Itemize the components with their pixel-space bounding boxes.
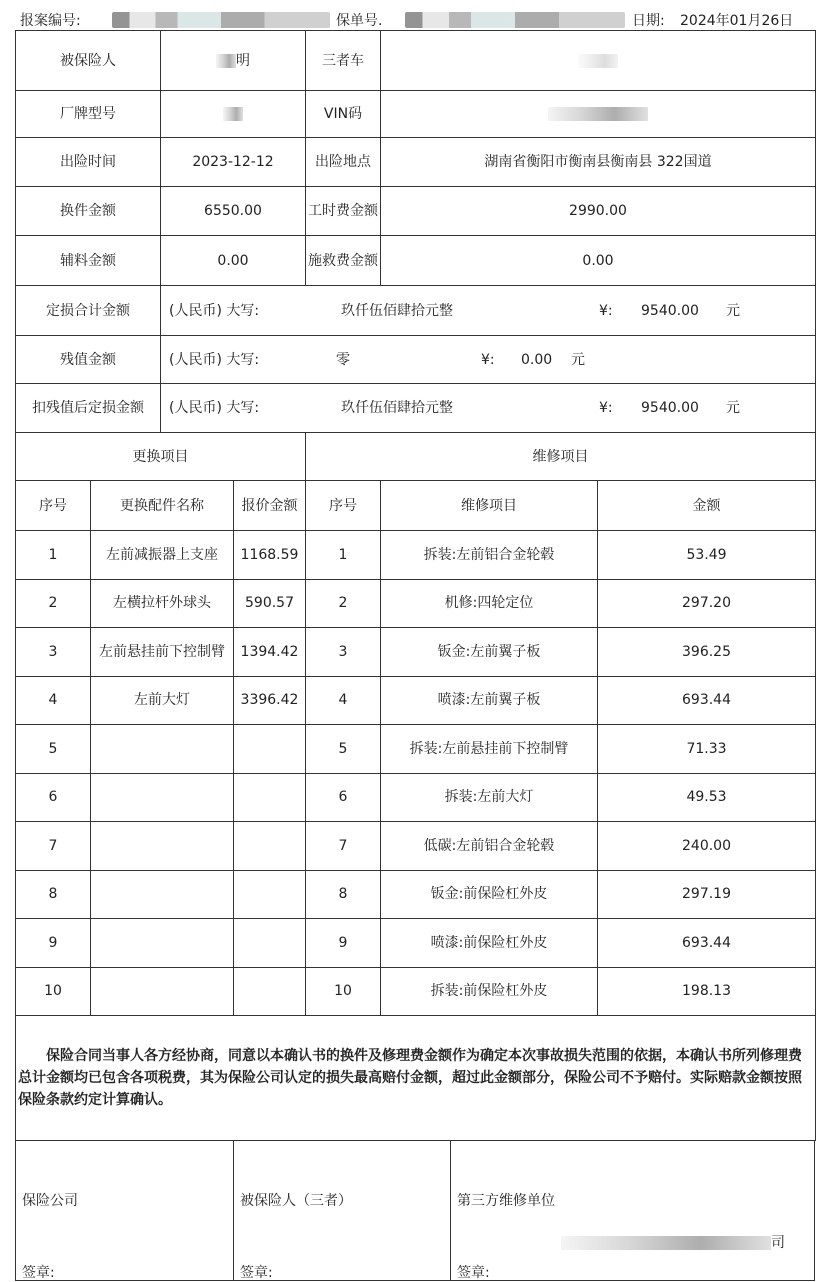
amount-value-cell xyxy=(161,336,816,384)
redacted-policy-no xyxy=(405,12,625,28)
currency-label: (人民币) 大写: xyxy=(169,400,260,416)
repair-amount: 396.25 xyxy=(598,628,816,677)
col-part-name: 更换配件名称 xyxy=(91,481,234,531)
part-quote xyxy=(234,725,306,774)
amount-number: 9540.00 xyxy=(641,302,699,319)
aux-value: 0.00 xyxy=(161,236,306,286)
part-no: 4 xyxy=(16,676,91,725)
signature-title: 第三方维修单位 xyxy=(457,1193,555,1209)
repair-no: 5 xyxy=(306,725,381,774)
repair-no: 10 xyxy=(306,967,381,1016)
part-no: 2 xyxy=(16,579,91,628)
repair-amount: 198.13 xyxy=(598,967,816,1016)
model-value xyxy=(161,91,306,138)
currency-label: (人民币) 大写: xyxy=(169,302,260,319)
repair-item: 机修:四轮定位 xyxy=(381,579,598,628)
repair-no: 3 xyxy=(306,628,381,677)
signature-seal-label: 签章: xyxy=(22,1265,55,1281)
part-name xyxy=(91,870,234,919)
repair-no: 6 xyxy=(306,773,381,822)
place-label: 出险地点 xyxy=(306,138,381,187)
repair-item: 拆装:前保险杠外皮 xyxy=(381,967,598,1016)
yen-label: ¥: xyxy=(599,302,613,319)
amount-label: 扣残值后定损金额 xyxy=(16,384,161,433)
part-quote xyxy=(234,773,306,822)
part-name xyxy=(91,967,234,1016)
part-no: 10 xyxy=(16,967,91,1016)
signature-repairer xyxy=(451,1140,814,1280)
part-name: 左横拉杆外球头 xyxy=(91,579,234,628)
signature-seal-label: 签章: xyxy=(240,1265,273,1281)
part-quote: 590.57 xyxy=(234,579,306,628)
part-name xyxy=(91,725,234,774)
repair-amount: 49.53 xyxy=(598,773,816,822)
part-no: 6 xyxy=(16,773,91,822)
table-row xyxy=(16,919,816,968)
repair-item: 拆装:左前大灯 xyxy=(381,773,598,822)
part-name xyxy=(91,773,234,822)
part-no: 8 xyxy=(16,870,91,919)
repair-item: 钣金:前保险杠外皮 xyxy=(381,870,598,919)
amount-row xyxy=(16,286,816,336)
table-row xyxy=(16,579,816,628)
section-repair: 维修项目 xyxy=(306,433,816,481)
col-repair-item: 维修项目 xyxy=(381,481,598,531)
vin-label: VIN码 xyxy=(306,91,381,138)
part-quote: 3396.42 xyxy=(234,676,306,725)
amount-row xyxy=(16,336,816,384)
repair-no: 8 xyxy=(306,870,381,919)
aux-label: 辅料金额 xyxy=(16,236,161,286)
yen-label: ¥: xyxy=(481,351,495,368)
repair-no: 9 xyxy=(306,919,381,968)
rescue-value: 0.00 xyxy=(381,236,816,286)
table-row xyxy=(16,967,816,1016)
signature-insurer xyxy=(16,1140,234,1280)
rescue-label: 施救费金额 xyxy=(306,236,381,286)
amount-unit: 元 xyxy=(726,302,740,319)
part-no: 3 xyxy=(16,628,91,677)
table-row xyxy=(16,773,816,822)
part-name xyxy=(91,919,234,968)
loss-assessment-table xyxy=(15,30,816,1141)
amount-value-cell xyxy=(161,286,816,336)
date-label: 日期: xyxy=(632,13,665,29)
amount-label: 残值金额 xyxy=(16,336,161,384)
place-value: 湖南省衡阳市衡南县衡南县 322国道 xyxy=(381,138,816,187)
signature-title: 保险公司 xyxy=(22,1193,78,1209)
repair-no: 1 xyxy=(306,531,381,580)
amount-number: 9540.00 xyxy=(641,400,699,416)
vin-value xyxy=(381,91,816,138)
labor-label: 工时费金额 xyxy=(306,187,381,236)
table-row xyxy=(16,725,816,774)
col-no2: 序号 xyxy=(306,481,381,531)
part-quote: 1168.59 xyxy=(234,531,306,580)
insured-value: 明 xyxy=(161,31,306,91)
third-car-value xyxy=(381,31,816,91)
repair-amount: 693.44 xyxy=(598,676,816,725)
repair-no: 2 xyxy=(306,579,381,628)
repair-amount: 297.19 xyxy=(598,870,816,919)
redacted-case-no xyxy=(112,12,330,28)
amount-label: 定损合计金额 xyxy=(16,286,161,336)
repair-amount: 71.33 xyxy=(598,725,816,774)
part-no: 5 xyxy=(16,725,91,774)
amount-value-cell xyxy=(161,384,816,433)
table-row xyxy=(16,676,816,725)
model-label: 厂牌型号 xyxy=(16,91,161,138)
date-value: 2024年01月26日 xyxy=(680,13,794,29)
section-replace: 更换项目 xyxy=(16,433,306,481)
document-header xyxy=(20,8,813,32)
signature-seal-label: 签章: xyxy=(457,1265,490,1281)
part-quote xyxy=(234,967,306,1016)
col-no: 序号 xyxy=(16,481,91,531)
part-name: 左前悬挂前下控制臂 xyxy=(91,628,234,677)
col-quote: 报价金额 xyxy=(234,481,306,531)
currency-label: (人民币) 大写: xyxy=(169,351,260,368)
case-no-label: 报案编号: xyxy=(20,13,81,29)
table-row xyxy=(16,870,816,919)
third-car-label: 三者车 xyxy=(306,31,381,91)
part-name: 左前减振器上支座 xyxy=(91,531,234,580)
insured-label: 被保险人 xyxy=(16,31,161,91)
repair-item: 低碳:左前铝合金轮毂 xyxy=(381,822,598,871)
table-row xyxy=(16,628,816,677)
amount-unit: 元 xyxy=(726,400,740,416)
part-quote xyxy=(234,870,306,919)
amount-in-words: 玖仟伍佰肆拾元整 xyxy=(341,302,453,319)
repair-item: 拆装:左前悬挂前下控制臂 xyxy=(381,725,598,774)
repair-amount: 240.00 xyxy=(598,822,816,871)
col-amount: 金额 xyxy=(598,481,816,531)
repair-item: 喷漆:前保险杠外皮 xyxy=(381,919,598,968)
repair-item: 拆装:左前铝合金轮毂 xyxy=(381,531,598,580)
policy-no-label: 保单号. xyxy=(336,13,383,29)
time-label: 出险时间 xyxy=(16,138,161,187)
repair-amount: 297.20 xyxy=(598,579,816,628)
amount-unit: 元 xyxy=(571,351,585,368)
signature-insured xyxy=(234,1140,451,1280)
amount-number: 0.00 xyxy=(521,351,553,368)
amount-row xyxy=(16,384,816,433)
amount-in-words: 玖仟伍佰肆拾元整 xyxy=(341,400,453,416)
labor-value: 2990.00 xyxy=(381,187,816,236)
part-name: 左前大灯 xyxy=(91,676,234,725)
parts-amount-label: 换件金额 xyxy=(16,187,161,236)
confirmation-note: 保险合同当事人各方经协商，同意以本确认书的换件及修理费金额作为确定本次事故损失范围的依据，本确认书所列修理费总计金额均已包含各项税费，其为保险公司认定的损失最高赔付金额，超过此金额部分，保险公司不予赔付。实际赔款金额按照保险条款约定计算确认。 xyxy=(16,1016,816,1141)
repair-amount: 53.49 xyxy=(598,531,816,580)
part-no: 1 xyxy=(16,531,91,580)
part-quote: 1394.42 xyxy=(234,628,306,677)
yen-label: ¥: xyxy=(599,400,613,416)
signature-area xyxy=(15,1140,815,1281)
repair-item: 钣金:左前翼子板 xyxy=(381,628,598,677)
part-quote xyxy=(234,822,306,871)
redacted-repairer-name: 司 xyxy=(561,1232,785,1252)
part-quote xyxy=(234,919,306,968)
repair-item: 喷漆:左前翼子板 xyxy=(381,676,598,725)
amount-in-words: 零 xyxy=(336,351,350,368)
part-name xyxy=(91,822,234,871)
table-row xyxy=(16,822,816,871)
time-value: 2023-12-12 xyxy=(161,138,306,187)
signature-title: 被保险人（三者） xyxy=(240,1193,352,1209)
repair-no: 7 xyxy=(306,822,381,871)
parts-amount-value: 6550.00 xyxy=(161,187,306,236)
table-row xyxy=(16,531,816,580)
repair-amount: 693.44 xyxy=(598,919,816,968)
repair-no: 4 xyxy=(306,676,381,725)
part-no: 7 xyxy=(16,822,91,871)
part-no: 9 xyxy=(16,919,91,968)
